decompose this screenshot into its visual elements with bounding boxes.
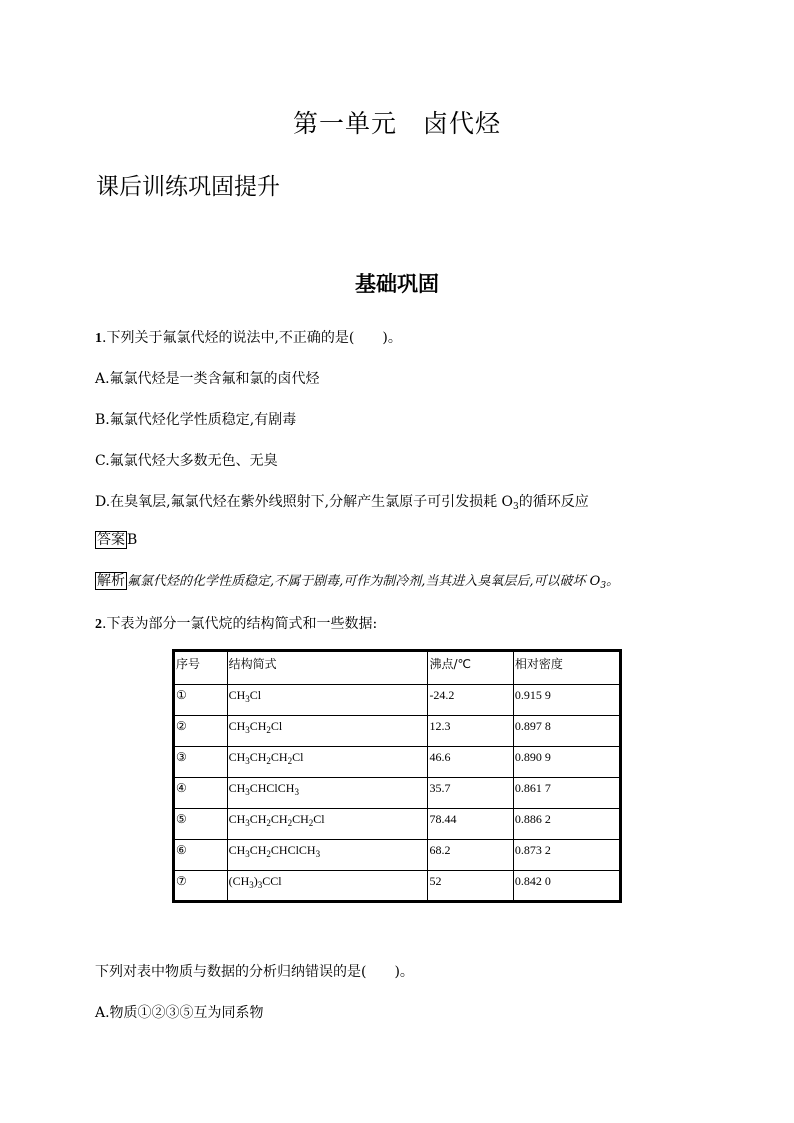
table-row (174, 747, 621, 778)
table-header-row (174, 651, 621, 685)
question-1-option-a: A.氟氯代烃是一类含氟和氯的卤代烃 (95, 371, 320, 387)
chloroalkane-table (172, 649, 622, 903)
option-d-text: D.在臭氧层,氟氯代烃在紫外线照射下,分解产生氯原子可引发损耗 O (95, 494, 514, 510)
question-1-answer (95, 531, 137, 549)
row-density: 0.890 9 (513, 747, 620, 778)
question-1-number: 1 (95, 331, 102, 346)
question-2-follow-up: 下列对表中物质与数据的分析归纳错误的是( )。 (95, 964, 414, 980)
table-row (174, 716, 621, 747)
row-formula: $CH_3CH_2CH_2CH_2Cl$ (227, 809, 428, 840)
analysis-text: 氟氯代烃的化学性质稳定,不属于剧毒,可作为制冷剂,当其进入臭氧层后,可以破坏 O (127, 574, 601, 589)
row-boiling-point: -24.2 (428, 685, 513, 716)
section-title: 课后训练巩固提升 (96, 174, 280, 200)
row-boiling-point: 68.2 (428, 840, 513, 871)
option-d-subscript: 3 (513, 502, 519, 512)
row-density: 0.842 0 (513, 871, 620, 902)
question-2-number: 2 (95, 617, 102, 632)
row-index: ④ (174, 778, 228, 809)
analysis-tail: 。 (606, 574, 620, 589)
row-density: 0.886 2 (513, 809, 620, 840)
analysis-tag: 解析 (97, 573, 125, 589)
table-row (174, 809, 621, 840)
row-density: 0.873 2 (513, 840, 620, 871)
question-2-text: .下表为部分一氯代烷的结构简式和一些数据: (102, 616, 378, 632)
question-1-analysis (95, 570, 619, 590)
question-1-stem (95, 327, 402, 347)
row-formula: $CH_3CHClCH_3$ (227, 778, 428, 809)
row-density: 0.915 9 (513, 685, 620, 716)
sub-title: 基础巩固 (355, 271, 439, 296)
question-1-option-d (95, 491, 589, 511)
row-density: 0.861 7 (513, 778, 620, 809)
header-boiling-point: 沸点/℃ (428, 651, 513, 685)
answer-tag: 答案 (97, 532, 125, 548)
row-index: ⑥ (174, 840, 228, 871)
option-d-tail: 的循环反应 (518, 494, 589, 510)
header-index: 序号 (174, 651, 228, 685)
row-formula: $CH_3CH_2CHClCH_3$ (227, 840, 428, 871)
question-1-text: .下列关于氟氯代烃的说法中,不正确的是( )。 (102, 330, 402, 346)
analysis-subscript: 3 (600, 581, 607, 591)
row-index: ③ (174, 747, 228, 778)
table-row (174, 685, 621, 716)
row-index: ⑦ (174, 871, 228, 902)
chapter-title: 第一单元 卤代烃 (292, 109, 501, 138)
row-boiling-point: 12.3 (428, 716, 513, 747)
row-index: ⑤ (174, 809, 228, 840)
row-formula: $CH_3Cl$ (227, 685, 428, 716)
row-index: ② (174, 716, 228, 747)
row-boiling-point: 78.44 (428, 809, 513, 840)
row-boiling-point: 52 (428, 871, 513, 902)
row-formula: $CH_3CH_2Cl$ (227, 716, 428, 747)
question-1-option-b: B.氟氯代烃化学性质稳定,有剧毒 (95, 412, 297, 428)
row-formula: $(CH_3)_3CCl$ (227, 871, 428, 902)
row-formula: $CH_3CH_2CH_2Cl$ (227, 747, 428, 778)
header-density: 相对密度 (513, 651, 620, 685)
question-2-stem (95, 613, 377, 633)
table-row (174, 840, 621, 871)
table-row (174, 778, 621, 809)
table-row (174, 871, 621, 902)
row-boiling-point: 46.6 (428, 747, 513, 778)
row-index: ① (174, 685, 228, 716)
row-boiling-point: 35.7 (428, 778, 513, 809)
row-density: 0.897 8 (513, 716, 620, 747)
answer-value: B (127, 532, 138, 548)
question-2-option-a: A.物质①②③⑤互为同系物 (95, 1005, 264, 1021)
header-formula: 结构简式 (227, 651, 428, 685)
question-1-option-c: C.氟氯代烃大多数无色、无臭 (95, 453, 278, 469)
